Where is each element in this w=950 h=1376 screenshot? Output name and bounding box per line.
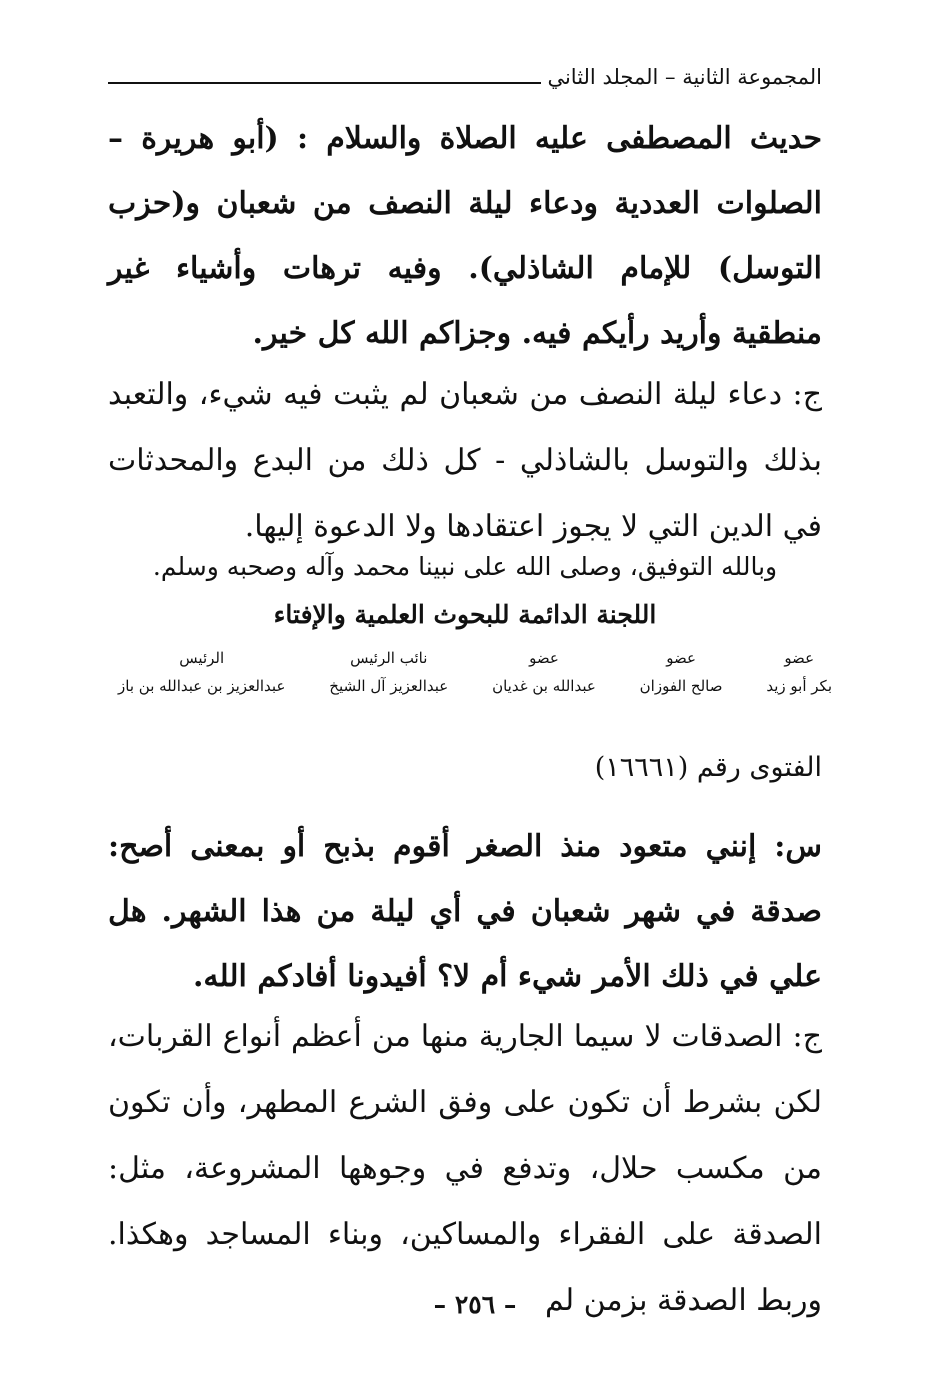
running-title: المجموعة الثانية – المجلد الثاني [547, 65, 822, 89]
member-role: نائب الرئيس [350, 649, 428, 667]
member-name: عبدالله بن غديان [492, 677, 596, 695]
committee-member [329, 648, 448, 718]
member-name: عبدالعزيز آل الشيخ [329, 677, 449, 695]
page-number: – ٢٥٦ – [433, 1290, 517, 1319]
member-name: عبدالعزيز بن عبدالله بن باز [118, 677, 286, 695]
committee-member [640, 648, 723, 718]
fatwa-2-question: س: إنني متعود منذ الصغر أقوم بذبح أو بمعنى أصح: صدقة في شهر شعبان في أي ليلة من هذا الشهر. هل علي في ذلك الأمر شيء أم لا؟ أفيدونا أفادكم الله. [108, 829, 822, 994]
committee-member [118, 648, 285, 718]
committee-member [492, 648, 596, 718]
fatwa-2-number: الفتوى رقم (١٦٦٦١) [594, 752, 822, 783]
running-header [108, 56, 822, 90]
closing-prayer: وبالله التوفيق، وصلى الله على نبينا محمد وآله وصحبه وسلم. [152, 552, 778, 581]
member-role: عضو [784, 649, 815, 667]
committee-member [766, 648, 832, 718]
committee-members [118, 648, 832, 718]
committee-title: اللجنة الدائمة للبحوث العلمية والإفتاء [273, 600, 657, 629]
header-rule [108, 82, 541, 84]
member-name: صالح الفوزان [639, 677, 723, 695]
member-role: الرئيس [179, 649, 225, 667]
fatwa-2-answer: ج: الصدقات لا سيما الجارية منها من أعظم أنواع القربات، لكن بشرط أن تكون على وفق الشرع المطهر، وأن تكون من مكسب حلال، وتدفع في وجوهها المشروعة، مثل: الصدقة على الفقراء والمساكين، وبناء المساجد وهكذا. وربط الصدقة بزمن لم [108, 1019, 822, 1318]
member-role: عضو [666, 649, 696, 667]
member-role: عضو [529, 649, 559, 667]
fatwa-1-answer: ج: دعاء ليلة النصف من شعبان لم يثبت فيه شيء، والتعبد بذلك والتوسل بالشاذلي - كل ذلك من البدع والمحدثات في الدين التي لا يجوز اعتقادها ولا الدعوة إليها. [108, 377, 822, 544]
member-name: بكر أبو زيد [766, 677, 832, 695]
fatwa-1-question: حديث المصطفى عليه الصلاة والسلام : (أبو هريرة – الصلوات العددية ودعاء ليلة النصف من شعبان و(حزب التوسل) للإمام الشاذلي). وفيه ترهات وأشياء غير منطقية وأريد رأيكم فيه. وجزاكم الله كل خير. [108, 121, 822, 351]
